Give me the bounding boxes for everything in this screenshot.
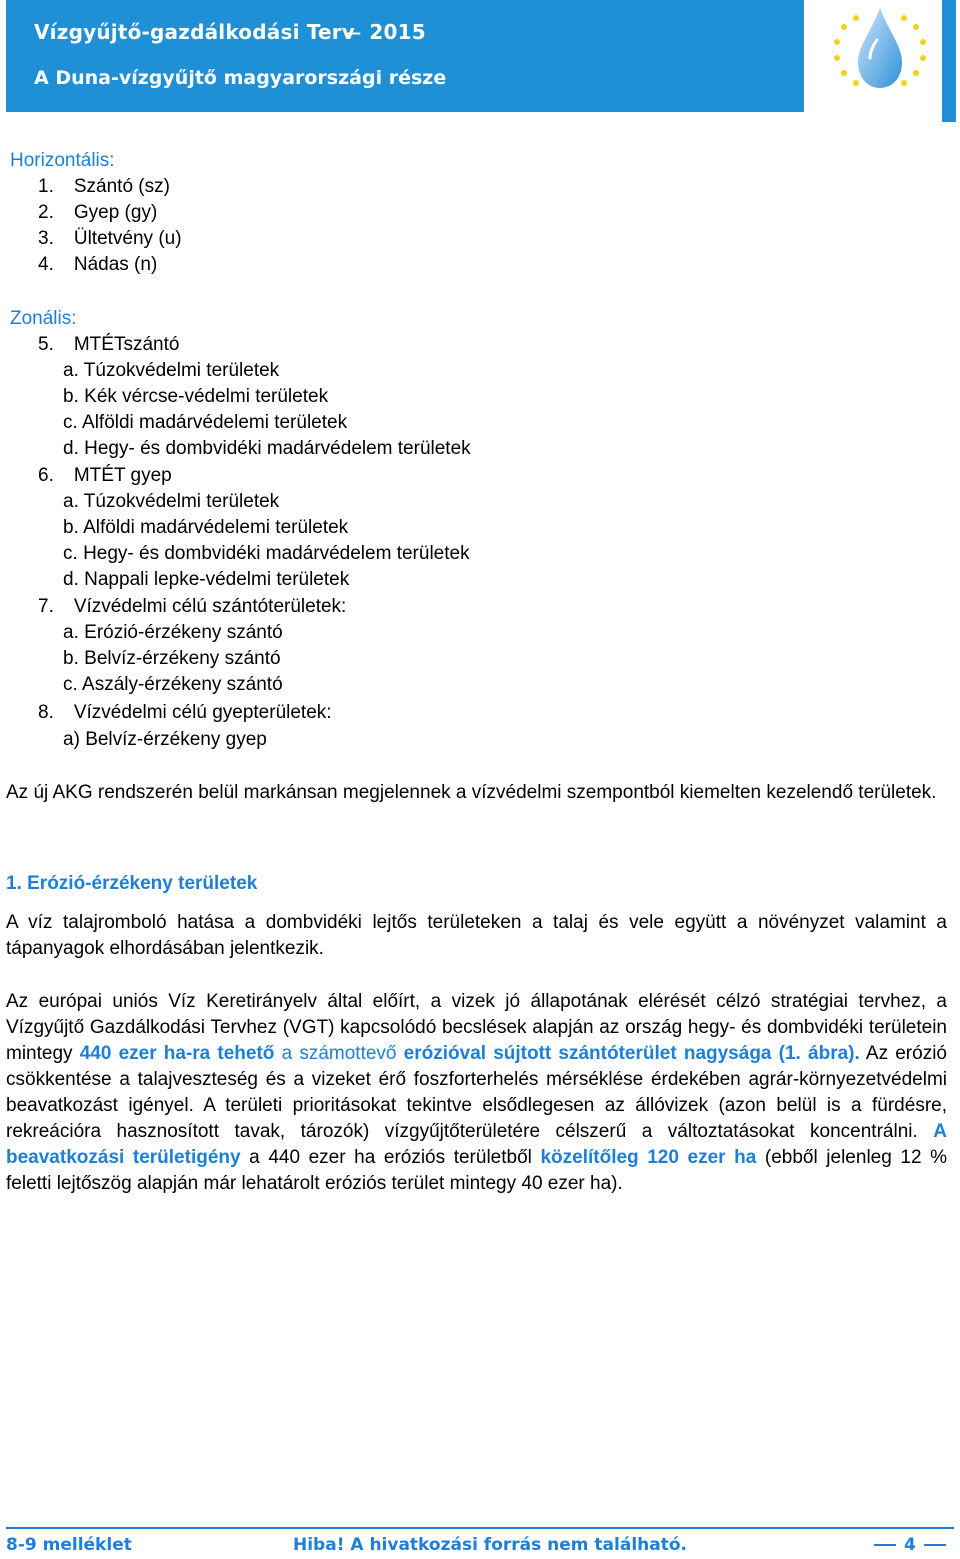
page-number: 4 xyxy=(874,1535,956,1555)
sub-list-item: a. Túzokvédelmi területek xyxy=(63,360,280,381)
sub-list-item: a. Túzokvédelmi területek xyxy=(63,491,280,512)
dash-icon xyxy=(924,1544,946,1546)
header-banner xyxy=(6,0,942,112)
sub-list-item: b. Alföldi madárvédelemi területek xyxy=(63,517,349,538)
document-subtitle: A Duna-vízgyűjtő magyarországi része xyxy=(34,67,447,89)
intro-paragraph: Az új AKG rendszerén belül markánsan megjelennek a vízvédelmi szempontból kiemelten kezelendő területek. xyxy=(6,782,937,803)
sub-list-item: b. Belvíz-érzékeny szántó xyxy=(63,648,281,669)
list-item: 4. Nádas (n) xyxy=(38,254,158,275)
sub-list-item: c. Alföldi madárvédelemi területek xyxy=(63,412,348,433)
horizontal-heading: Horizontális: xyxy=(10,150,115,171)
eu-water-drop-logo-icon xyxy=(804,0,956,122)
sub-list-item: a) Belvíz-érzékeny gyep xyxy=(63,729,267,750)
sub-list-item: c. Aszály-érzékeny szántó xyxy=(63,674,283,695)
list-item: 5. MTÉTszántó xyxy=(38,334,180,355)
sub-list-item: c. Hegy- és dombvidéki madárvédelem területek xyxy=(63,543,470,564)
sub-list-item: d. Nappali lepke-védelmi területek xyxy=(63,569,350,590)
footer-divider xyxy=(6,1527,954,1529)
document-title: Vízgyűjtő-gazdálkodási Terv ̶ 2015 xyxy=(34,20,426,44)
list-item: 7. Vízvédelmi célú szántóterületek: xyxy=(38,596,347,617)
list-item: 8. Vízvédelmi célú gyepterületek: xyxy=(38,702,332,723)
section-paragraph-1: A víz talajromboló hatása a dombvidéki lejtős területeken a talaj és vele együtt a növényzet valamint a tápanyagok elhordásában jelentkezik. xyxy=(6,912,947,959)
sub-list-item: a. Erózió-érzékeny szántó xyxy=(63,622,283,643)
list-item: 3. Ültetvény (u) xyxy=(38,228,182,249)
list-item: 2. Gyep (gy) xyxy=(38,202,158,223)
zonal-heading: Zonális: xyxy=(10,308,77,329)
list-item: 6. MTÉT gyep xyxy=(38,465,172,486)
section-paragraph-2: Az európai uniós Víz Keretirányelv által előírt, a vizek jó állapotának elérését célzó stratégiai tervhez, a Vízgyűjtő Gazdálkodási Tervhez (VGT) kapcsolódó becslések alapján az ország hegy- és dombvidéki területein mintegy 440 ezer ha-ra tehető a számottevő erózióval sújtott szántóterület nagysága (1. ábra). Az erózió csökkentése a talajveszteség és a vizeket érő foszforterhelés mérséklése érdekében agrár-környezetvédelmi beavatkozást igényel. A területi prioritásokat tekintve elsődlegesen az állóvizek (azon belül is a fürdésre, rekreációra hasznosított tavak, tározók) vízgyűjtőterületére célszerű a változtatásokat koncentrálni. A beavatkozási területigény a 440 ezer ha eróziós területből közelítőleg 120 ezer ha (ebből jelenleg 12 % feletti lejtőszög alapján már lehatárolt eróziós terület mintegy 40 ezer ha). xyxy=(6,991,947,1194)
dash-icon xyxy=(874,1544,896,1546)
sub-list-item: d. Hegy- és dombvidéki madárvédelem területek xyxy=(63,438,471,459)
footer-reference-error: Hiba! A hivatkozási forrás nem található. xyxy=(293,1535,687,1555)
footer-annex-label: 8-9 melléklet xyxy=(6,1535,132,1555)
list-item: 1. Szántó (sz) xyxy=(38,176,170,197)
sub-list-item: b. Kék vércse-védelmi területek xyxy=(63,386,329,407)
section-heading: 1. Erózió-érzékeny területek xyxy=(6,873,258,894)
